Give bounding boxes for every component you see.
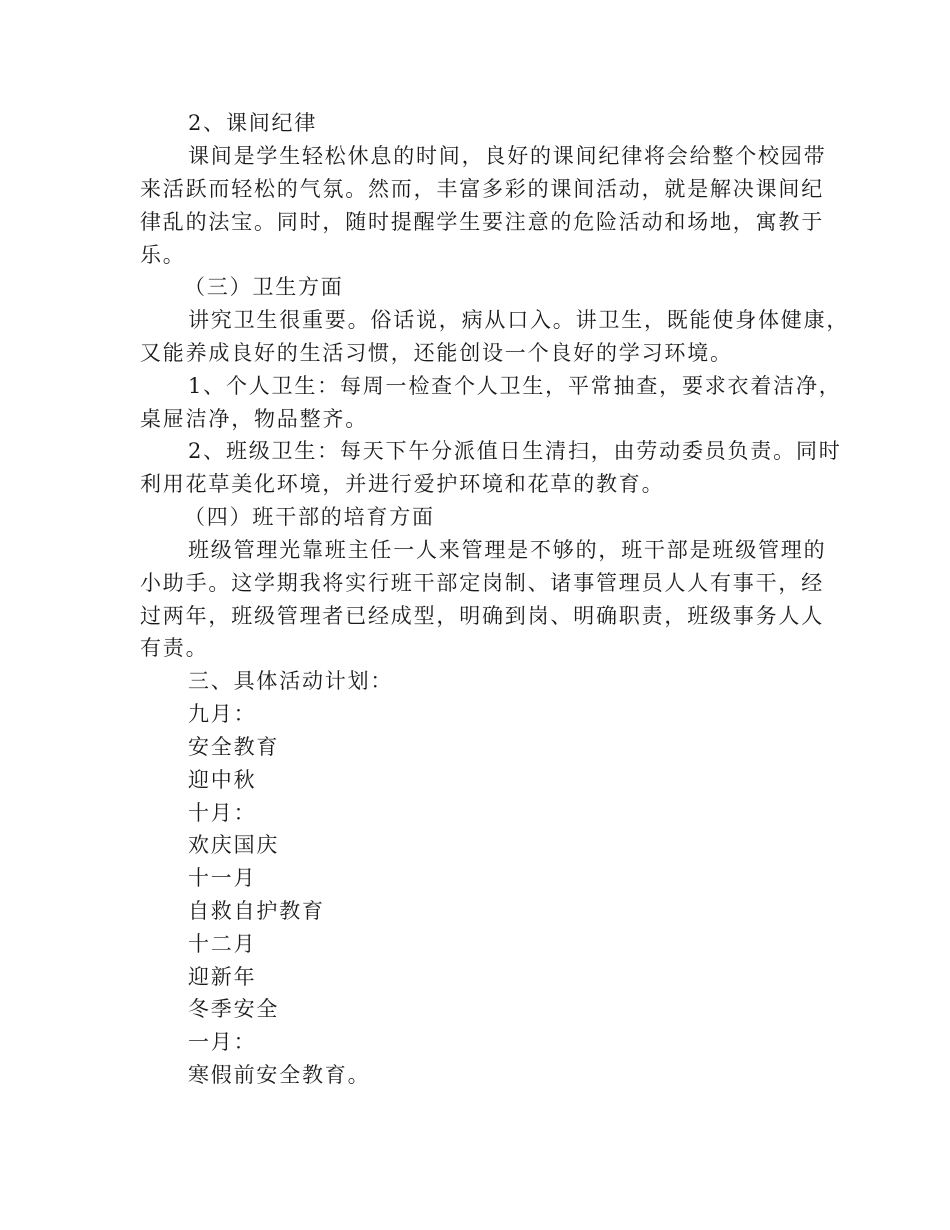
activity-item: 冬季安全 — [188, 997, 280, 1021]
section-heading: 三、具体活动计划： — [188, 669, 394, 693]
month-label: 十一月 — [188, 866, 257, 890]
paragraph-line: 律乱的法宝。同时，随时提醒学生要注意的危险活动和场地，寓教于 — [140, 210, 824, 234]
paragraph-line: 2、班级卫生：每天下午分派值日生清扫，由劳动委员负责。同时 — [188, 439, 842, 463]
activity-item: 安全教育 — [188, 735, 280, 759]
activity-item: 欢庆国庆 — [188, 833, 280, 857]
paragraph-line: 来活跃而轻松的气氛。然而，丰富多彩的课间活动，就是解决课间纪 — [140, 177, 824, 201]
subsection-heading: 2、课间纪律 — [188, 111, 318, 135]
activity-item: 迎新年 — [188, 965, 257, 989]
month-label: 十二月 — [188, 932, 257, 956]
paragraph-line: 课间是学生轻松休息的时间，良好的课间纪律将会给整个校园带 — [188, 144, 827, 168]
activity-item: 迎中秋 — [188, 768, 257, 792]
paragraph-line: 利用花草美化环境，并进行爱护环境和花草的教育。 — [140, 472, 665, 496]
paragraph-line: 小助手。这学期我将实行班干部定岗制、诸事管理员人人有事干，经 — [140, 571, 824, 595]
activity-item: 自救自护教育 — [188, 899, 325, 923]
activity-item: 寒假前安全教育。 — [188, 1063, 371, 1087]
paragraph-line: 班级管理光靠班主任一人来管理是不够的，班干部是班级管理的 — [188, 538, 827, 562]
paragraph-line: 讲究卫生很重要。俗话说，病从口入。讲卫生，既能使身体健康， — [188, 308, 850, 332]
paragraph-line: 有责。 — [140, 636, 209, 660]
paragraph-line: 又能养成良好的生活习惯，还能创设一个良好的学习环境。 — [140, 341, 733, 365]
month-label: 十月： — [188, 801, 257, 825]
month-label: 九月： — [188, 702, 257, 726]
paragraph-line: 乐。 — [140, 243, 186, 267]
section-heading: （四）班干部的培育方面 — [184, 505, 435, 529]
section-heading: （三）卫生方面 — [184, 275, 344, 299]
month-label: 一月： — [188, 1030, 257, 1054]
paragraph-line: 桌屉洁净，物品整齐。 — [140, 407, 368, 431]
paragraph-line: 1、个人卫生：每周一检查个人卫生，平常抽查，要求衣着洁净， — [188, 374, 842, 398]
paragraph-line: 过两年，班级管理者已经成型，明确到岗、明确职责，班级事务人人 — [140, 604, 824, 628]
